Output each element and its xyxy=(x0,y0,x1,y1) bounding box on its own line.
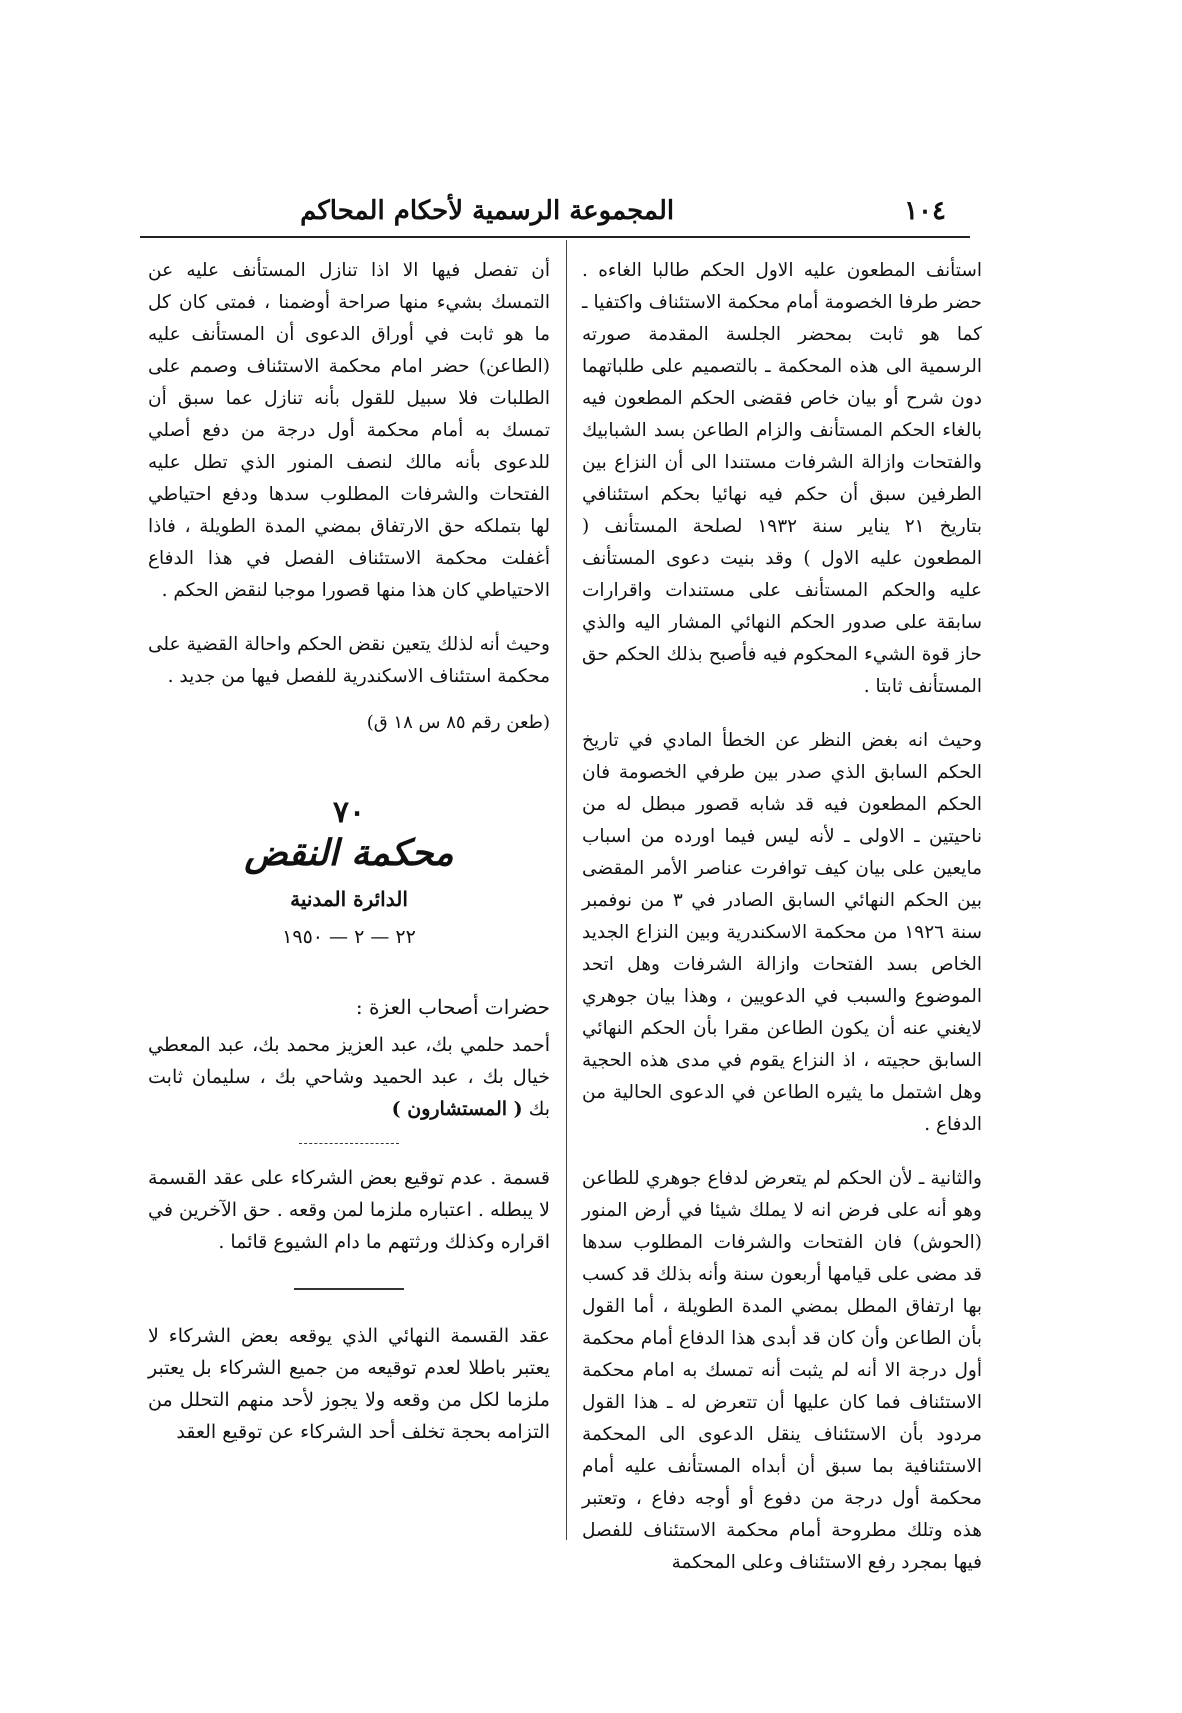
ruling-text: عقد القسمة النهائي الذي يوقعه بعض الشركاء لا يعتبر باطلا لعدم توقيعه من جميع الشركاء بل يعتبر ملزما لكل من وقعه ولا يجوز لأحد منهم التحلل من التزامه بحجة تخلف أحد الشركاء عن توقيع العقد xyxy=(148,1325,550,1443)
judges-role: ( المستشارون ) xyxy=(391,1098,523,1120)
circuit-name: الدائرة المدنية xyxy=(290,887,408,911)
section-divider xyxy=(294,1288,404,1290)
body-paragraph: وحيث انه بغض النظر عن الخطأ المادي في تاريخ الحكم السابق الذي صدر بين طرفي الخصومة فان الحكم المطعون فيه قد شابه قصور مبطل له من ناحيتين ـ الاولى ـ لأنه ليس فيما اورده من اسباب مايعين على بيان كيف توافرت عناصر الأمر المقضى بين الحكم النهائي السابق الصادر في ٣ من نوفمبر سنة ١٩٢٦ من محكمة الاسكندرية وبين النزاع الجديد الخاص بسد الفتحات وازالة الشرفات وهل اتحد الموضوع والسبب في الدعويين ، وهذا بيان جوهري لايغني عنه أن يكون الطاعن مقرا بأن الحكم النهائي السابق حجيته ، اذ النزاع يقوم في مدى هذه الحجية وهل اشتمل ما يثيره الطاعن في الدعوى الحالية من الدفاع . xyxy=(582,730,982,1135)
body-paragraph: استأنف المطعون عليه الاول الحكم طالبا الغاءه . حضر طرفا الخصومة أمام محكمة الاستئناف واكتفيا ـ كما هو ثابت بمحضر الجلسة المقدمة صورته الرسمية الى هذه المحكمة ـ بالتصميم على طلباتهما دون شرح أو بيان خاص فقضى الحكم المطعون فيه بالغاء الحكم المستأنف والزام الطاعن بسد الشبابيك والفتحات وازالة الشرفات مستندا الى أن النزاع بين الطرفين سبق أن حكم فيه نهائيا بحكم استئنافي بتاريخ ٢١ يناير سنة ١٩٣٢ لصلحة المستأنف ( المطعون عليه الاول ) وقد بنيت دعوى المستأنف عليه والحكم المستأنف على مستندات واقرارات سابقة على صدور الحكم النهائي المشار اليه والذي حاز قوة الشيء المحكوم فيه فأصبح بذلك الحكم حق المستأنف ثابتا . xyxy=(582,260,982,697)
judges-names: أحمد حلمي بك، عبد العزيز محمد بك، عبد المعطي خيال بك ، عبد الحميد وشاحي بك ، سليمان ثابت بك xyxy=(148,1034,550,1120)
column-divider xyxy=(566,240,567,1540)
right-column xyxy=(582,255,982,1593)
judges-list xyxy=(148,1029,550,1125)
body-paragraph: وحيث أنه لذلك يتعين نقض الحكم واحالة القضية على محكمة استئناف الاسكندرية للفصل فيها من جديد . xyxy=(148,634,550,687)
headnote: قسمة . عدم توقيع بعض الشركاء على عقد القسمة لا يبطله . اعتباره ملزما لمن وقعه . حق الآخرين في اقراره وكذلك ورثتهم ما دام الشيوع قائما . xyxy=(148,1167,550,1253)
court-title: محكمة النقض xyxy=(244,832,454,874)
body-paragraph: أن تفصل فيها الا اذا تنازل المستأنف عليه عن التمسك بشيء منها صراحة أوضمنا ، فمتى كان كل ما هو ثابت في أوراق الدعوى أن المستأنف عليه (الطاعن) حضر امام محكمة الاستئناف وصمم على الطلبات فلا سبيل للقول بأنه تنازل عما سبق أن تمسك به أمام محكمة أول درجة من دفع أصلي للدعوى بأنه مالك لنصف المنور الذي تطل عليه الفتحات والشرفات المطلوب سدها ودفع احتياطي لها بتملكه حق الارتفاق بمضي المدة الطويلة ، فاذا أغفلت محكمة الاستئناف الفصل في هذا الدفاع الاحتياطي كان هذا منها قصورا موجبا لنقض الحكم . xyxy=(148,260,550,601)
running-title: المجموعة الرسمية لأحكام المحاكم xyxy=(300,196,675,226)
header-rule xyxy=(140,236,970,238)
case-number: ٧٠ xyxy=(332,795,366,830)
session-date: ٢٢ — ٢ — ١٩٥٠ xyxy=(282,926,416,948)
page-number: ١٠٤ xyxy=(904,196,946,226)
presiding-label: حضرات أصحاب العزة : xyxy=(355,995,550,1019)
appeal-reference: (طعن رقم ٨٥ س ١٨ ق) xyxy=(366,712,550,733)
section-divider xyxy=(299,1143,399,1144)
left-column xyxy=(148,255,550,1448)
body-paragraph: والثانية ـ لأن الحكم لم يتعرض لدفاع جوهري للطاعن وهو أنه على فرض انه لا يملك شيئا في أرض المنور (الحوش) فان الفتحات والشرفات المطلوب سدها قد مضى على قيامها أربعون سنة وأنه بذلك قد كسب بها ارتفاق المطل بمضي المدة الطويلة ، أما القول بأن الطاعن وأن كان قد أبدى هذا الدفاع أمام محكمة أول درجة الا أنه لم يثبت أنه تمسك به امام محكمة الاستئناف فما كان عليها أن تتعرض له ـ هذا القول مردود بأن الاستئناف ينقل الدعوى الى المحكمة الاستئنافية بما سبق أن أبداه المستأنف عليه أمام محكمة أول درجة من دفوع أو أوجه دفاع ، وتعتبر هذه وتلك مطروحة أمام محكمة الاستئناف للفصل فيها بمجرد رفع الاستئناف وعلى المحكمة xyxy=(582,1168,982,1573)
page-header xyxy=(140,188,970,234)
